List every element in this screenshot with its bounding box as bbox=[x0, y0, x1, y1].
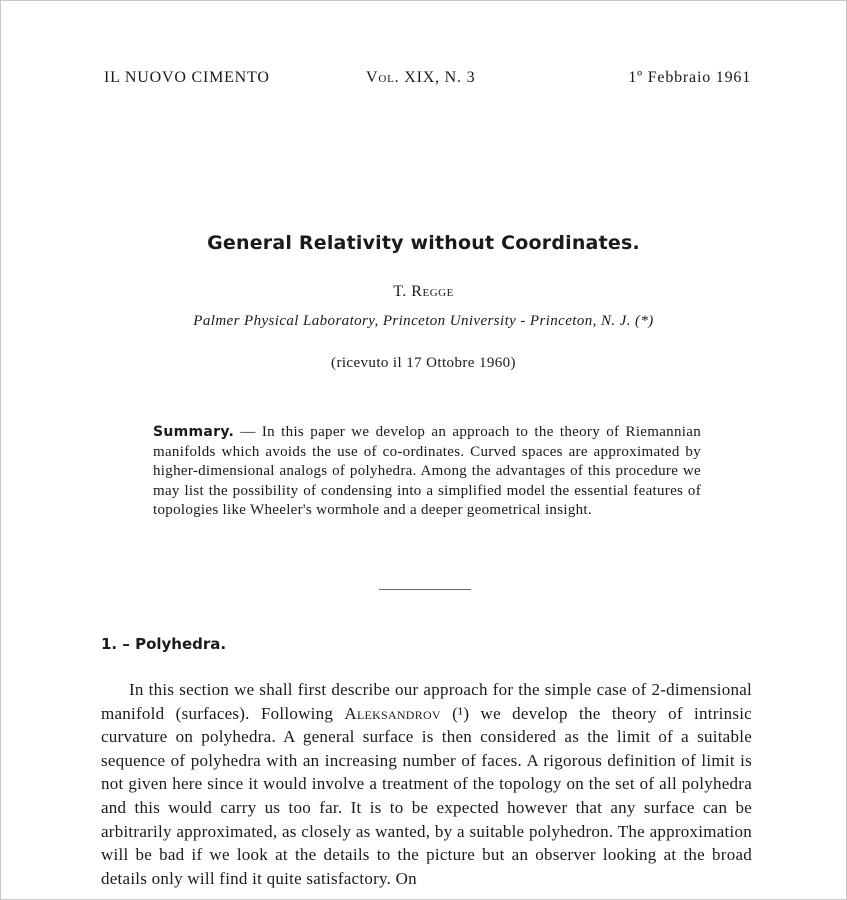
section-heading: 1. – Polyhedra. bbox=[101, 635, 227, 653]
abstract-text: — In this paper we develop an approach to the theory of Riemannian manifolds which avoids the use of co-ordinates. Curved spaces are approximated by higher-dimensional analogs of polyhedra. Among the advantages of this procedure we may list the possibility of condensing into a simplified model the essential features of topologies like Wheeler's wormhole and a deeper geometrical insight. bbox=[153, 424, 701, 519]
body-paragraph bbox=[101, 678, 752, 890]
running-head bbox=[104, 69, 751, 91]
journal-name: IL NUOVO CIMENTO bbox=[104, 69, 270, 86]
abstract-label: Summary. bbox=[153, 424, 235, 440]
author-initial: T. bbox=[393, 283, 412, 300]
issue-date: 1º Febbraio 1961 bbox=[628, 69, 751, 86]
volume-number: XIX, N. 3 bbox=[399, 69, 476, 86]
received-date: (ricevuto il 17 Ottobre 1960) bbox=[331, 355, 516, 371]
affiliation: Palmer Physical Laboratory, Princeton University - Princeton, N. J. (*) bbox=[193, 313, 654, 329]
paragraph-rest: (¹) we develop the theory of intrinsic curvature on polyhedra. A general surface is then considered as the limit of a suitable sequence of polyhedra with an increasing number of faces. A rigorous definition of limit is not given here since it would involve a treatment of the topology on the set of all polyhedra and this would carry us too far. It is to be expected however that any surface can be arbitrarily approximated, as closely as wanted, by a suitable polyhedron. The approximation will be bad if we look at the details to the picture but an observer looking at the broad details only will find it quite satisfactory. On bbox=[101, 703, 752, 888]
author bbox=[1, 283, 846, 301]
volume-prefix: Vol. bbox=[366, 69, 400, 86]
article-title: General Relativity without Coordinates. bbox=[207, 232, 640, 254]
author-surname: Regge bbox=[411, 283, 454, 300]
cited-author: Aleksandrov bbox=[344, 703, 441, 723]
volume-issue bbox=[366, 69, 475, 87]
paragraph-start: In this section we shall first describe our approach for the simple case of 2-dimensional manifold (surfaces). Following bbox=[101, 680, 752, 723]
section-divider bbox=[379, 589, 471, 590]
abstract bbox=[153, 423, 701, 521]
